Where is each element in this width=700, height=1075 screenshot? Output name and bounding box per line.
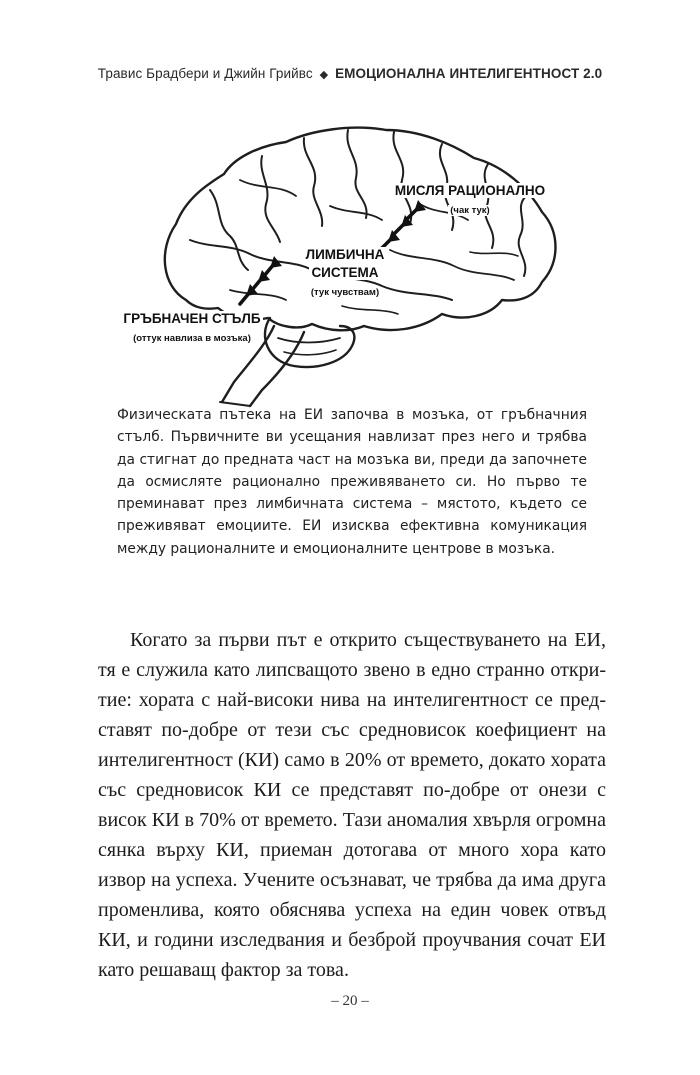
page-number: – 20 – bbox=[331, 993, 369, 1009]
running-head bbox=[0, 66, 700, 81]
label-limbic-title-line1: ЛИМБИЧНА bbox=[305, 247, 385, 262]
label-limbic-title-line2: СИСТЕМА bbox=[311, 265, 379, 280]
label-think-rationally bbox=[390, 182, 550, 218]
label-rational-note: (чак тук) bbox=[450, 205, 490, 216]
label-limbic-note: (тук чувствам) bbox=[310, 287, 380, 298]
running-head-book-title: ЕМОЦИОНАЛНА ИНТЕЛИГЕНТНОСТ 2.0 bbox=[335, 66, 603, 81]
figure-caption: Физическата пътека на ЕИ започва в мозъка, от гръбначния стълб. Първичните ви усещания навлизат през него и трябва да стигнат до предната част на мозъка ви, преди да започнете да осмисляте рационално преживяването си. Но първо те преминават през лимбичната система – мястото, където се преживяват емоциите. ЕИ изисква ефективна комуникация между рационалните и емоционалните центрове в мозъка. bbox=[117, 407, 587, 557]
label-spinal-cord-note: (оттук навлиза в мозъка) bbox=[133, 333, 251, 344]
brain-figure bbox=[90, 100, 610, 410]
label-spinal-cord bbox=[112, 310, 272, 346]
body-paragraph: Когато за първи път е открито съществуването на ЕИ, тя е служила като липсващото звено в едно странно откритие: хората с най-високи нива на интелигентност се представят по-добре от тези със средновисок коефициент на интелигентност (КИ) само в 20% от времето, докато хората със средновисок КИ се представят по-добре от онези с висок КИ в 70% от времето. Тази аномалия хвърля огромна сянка върху КИ, приеман дотогава от много хора като извор на успеха. Учените осъзнават, че трябва да има друга променлива, която обяснява успеха на един човек отвъд КИ, и години изследвания и безброй проучвания сочат ЕИ като решаващ фактор за това. bbox=[98, 629, 606, 981]
diamond-icon: ◆ bbox=[319, 69, 329, 81]
label-rational-title: МИСЛЯ РАЦИОНАЛНО bbox=[394, 183, 546, 198]
label-spinal-cord-title: ГРЪБНАЧЕН СТЪЛБ bbox=[123, 311, 261, 326]
running-head-authors: Травис Брадбери и Джийн Грийвс bbox=[97, 66, 313, 81]
label-limbic-system bbox=[286, 246, 404, 300]
